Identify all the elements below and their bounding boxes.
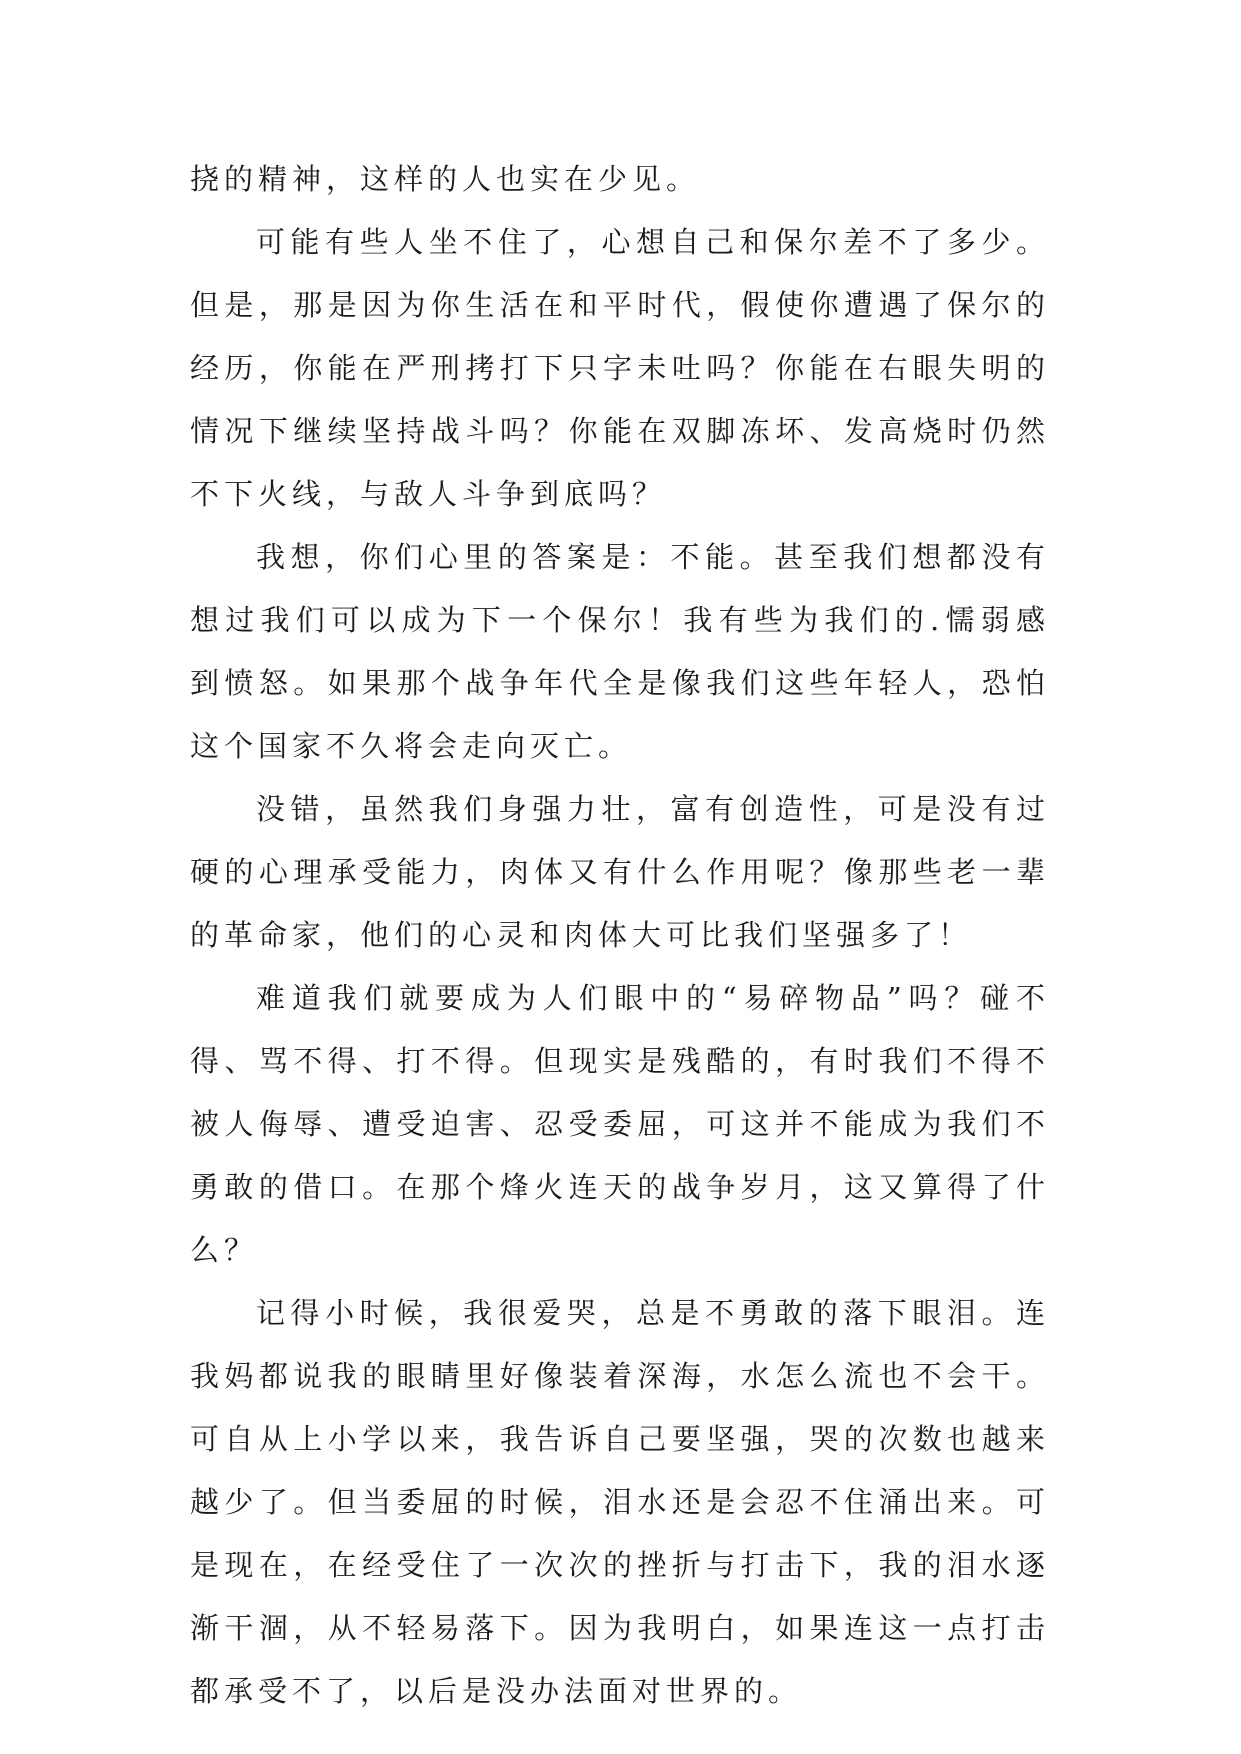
paragraph-3: 我想，你们心里的答案是：不能。甚至我们想都没有想过我们可以成为下一个保尔！我有些为我们的.懦弱感到愤怒。如果那个战争年代全是像我们这些年轻人，恐怕这个国家不久将会走向灭亡。 [190, 540, 1050, 763]
paragraph-1: 挠的精神，这样的人也实在少见。 [190, 162, 701, 196]
paragraph-5: 难道我们就要成为人们眼中的“易碎物品”吗？碰不得、骂不得、打不得。但现实是残酷的，有时我们不得不被人侮辱、遭受迫害、忍受委屈，可这并不能成为我们不勇敢的借口。在那个烽火连天的战争岁月，这又算得了什么？ [190, 981, 1050, 1267]
paragraph-4: 没错，虽然我们身强力壮，富有创造性，可是没有过硬的心理承受能力，肉体又有什么作用呢？像那些老一辈的革命家，他们的心灵和肉体大可比我们坚强多了！ [190, 792, 1050, 952]
document-body [190, 148, 1050, 1723]
paragraph-6: 记得小时候，我很爱哭，总是不勇敢的落下眼泪。连我妈都说我的眼睛里好像装着深海，水怎么流也不会干。可自从上小学以来，我告诉自己要坚强，哭的次数也越来越少了。但当委屈的时候，泪水还是会忍不住涌出来。可是现在，在经受住了一次次的挫折与打击下，我的泪水逐渐干涸，从不轻易落下。因为我明白，如果连这一点打击都承受不了，以后是没办法面对世界的。 [190, 1296, 1050, 1708]
paragraph-2: 可能有些人坐不住了，心想自己和保尔差不了多少。但是，那是因为你生活在和平时代，假使你遭遇了保尔的经历，你能在严刑拷打下只字未吐吗？你能在右眼失明的情况下继续坚持战斗吗？你能在双脚冻坏、发高烧时仍然不下火线，与敌人斗争到底吗？ [190, 225, 1050, 511]
